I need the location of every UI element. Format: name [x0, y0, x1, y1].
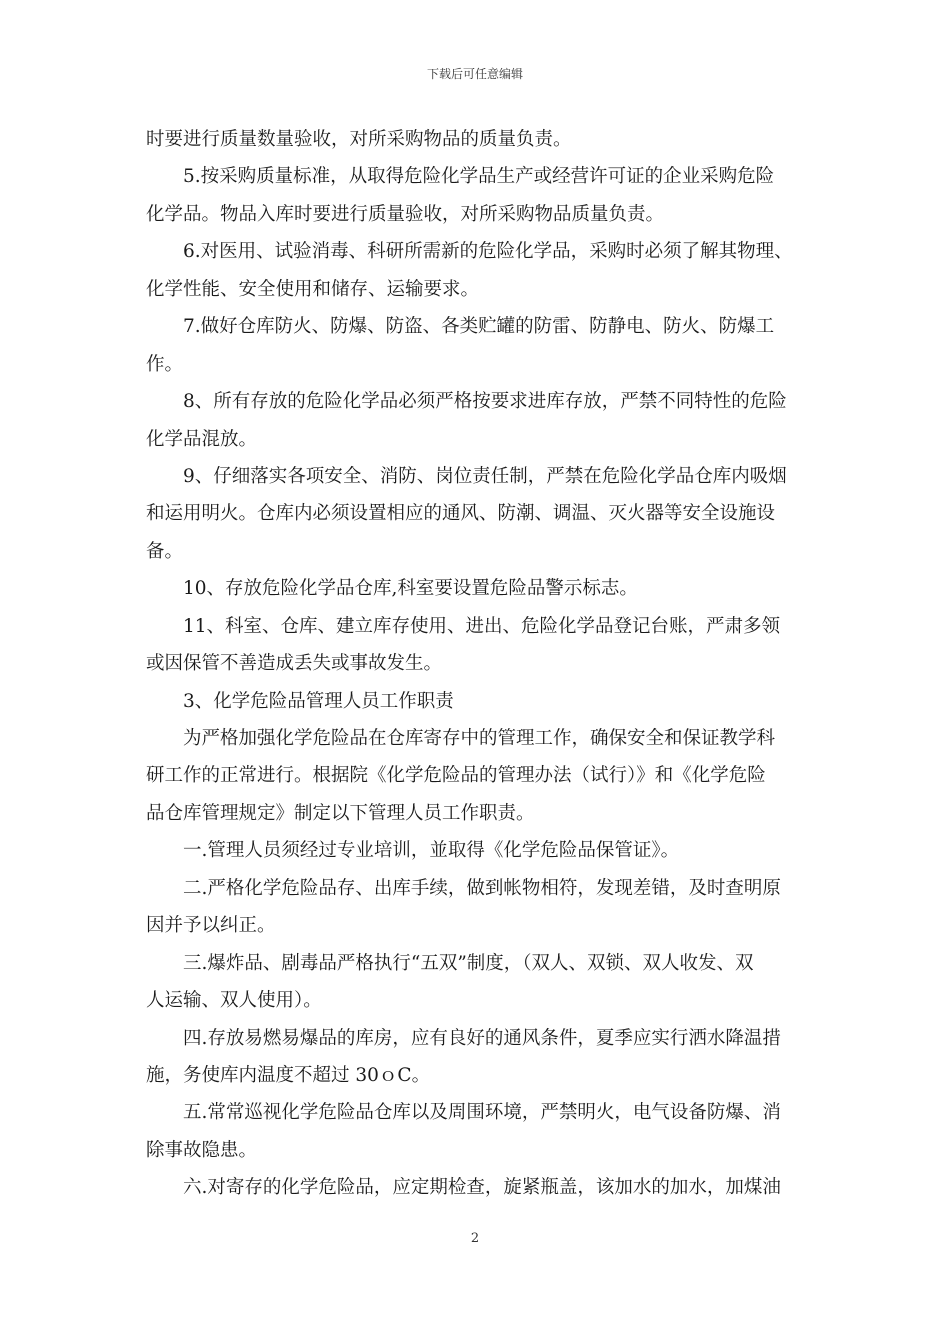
text-line: 时要进行质量数量验收，对所采购物品的质量负责。 — [146, 129, 572, 150]
text-line: 11、科室、仓库、建立库存使用、进出、危险化学品登记台账，严肃多领 — [183, 615, 781, 637]
text-line: 5.按采购质量标准，从取得危险化学品生产或经营许可证的企业采购危险 — [183, 166, 775, 188]
text-line: 研工作的正常进行。根据院《化学危险品的管理办法（试行）》和《化学危险 — [146, 765, 766, 787]
text-line: 一.管理人员须经过专业培训，並取得《化学危险品保管证》。 — [183, 840, 680, 862]
text-line: 作。 — [146, 353, 184, 375]
text-line: 3、化学危险品管理人员工作职责 — [183, 690, 454, 712]
text-line: 人运输、双人使用）。 — [146, 990, 322, 1012]
text-line: 品仓库管理规定》制定以下管理人员工作职责。 — [146, 802, 535, 824]
text-line: 因并予以纠正。 — [146, 915, 276, 937]
text-line: 8、所有存放的危险化学品必须严格按要求进库存放，严禁不同特性的危险 — [183, 391, 787, 413]
text-line: 化学性能、安全使用和储存、运输要求。 — [146, 278, 480, 300]
text-line: 10、存放危险化学品仓库,科室要设置危险品警示标志。 — [183, 578, 638, 600]
text-line: 化学品。物品入库时要进行质量验收，对所采购物品质量负责。 — [146, 203, 665, 225]
text-line: 7.做好仓库防火、防爆、防盗、各类贮罐的防雷、防静电、防火、防爆工 — [183, 316, 775, 338]
text-line: 施，务使库内温度不超过 30ｏC。 — [146, 1064, 431, 1086]
text-line: 五.常常巡视化学危险品仓库以及周围环境，严禁明火，电气设备防爆、消 — [183, 1102, 781, 1124]
text-line: 四.存放易燃易爆品的库房，应有良好的通风条件，夏季应实行洒水降温措 — [183, 1027, 781, 1049]
text-line: 备。 — [146, 540, 184, 562]
text-line: 二.严格化学危险品存、出库手续，做到帐物相符，发现差错，及时查明原 — [183, 877, 781, 899]
text-line: 或因保管不善造成丢失或事故发生。 — [146, 653, 443, 675]
text-line: 和运用明火。仓库内必须设置相应的通风、防潮、调温、灭火器等安全设施设 — [146, 503, 776, 525]
text-line: 9、仔细落实各项安全、消防、岗位责任制，严禁在危险化学品仓库内吸烟 — [183, 465, 787, 487]
text-line: 除事故隐患。 — [146, 1139, 258, 1161]
text-line: 6.对医用、试验消毒、科研所需新的危险化学品，采购时必须了解其物理、 — [183, 241, 793, 263]
page-header: 下载后可任意编辑 — [426, 67, 523, 81]
text-line: 化学品混放。 — [146, 428, 258, 450]
text-line: 六.对寄存的化学危险品，应定期检查，旋紧瓶盖，该加水的加水，加煤油 — [183, 1177, 781, 1199]
text-line: 为严格加强化学危险品在仓库寄存中的管理工作，确保安全和保证教学科 — [183, 728, 776, 749]
text-line: 三.爆炸品、剧毒品严格执行“五双”制度，（双人、双锁、双人收发、双 — [183, 952, 754, 974]
document-body — [146, 121, 822, 1207]
page-number: 2 — [470, 1231, 480, 1246]
